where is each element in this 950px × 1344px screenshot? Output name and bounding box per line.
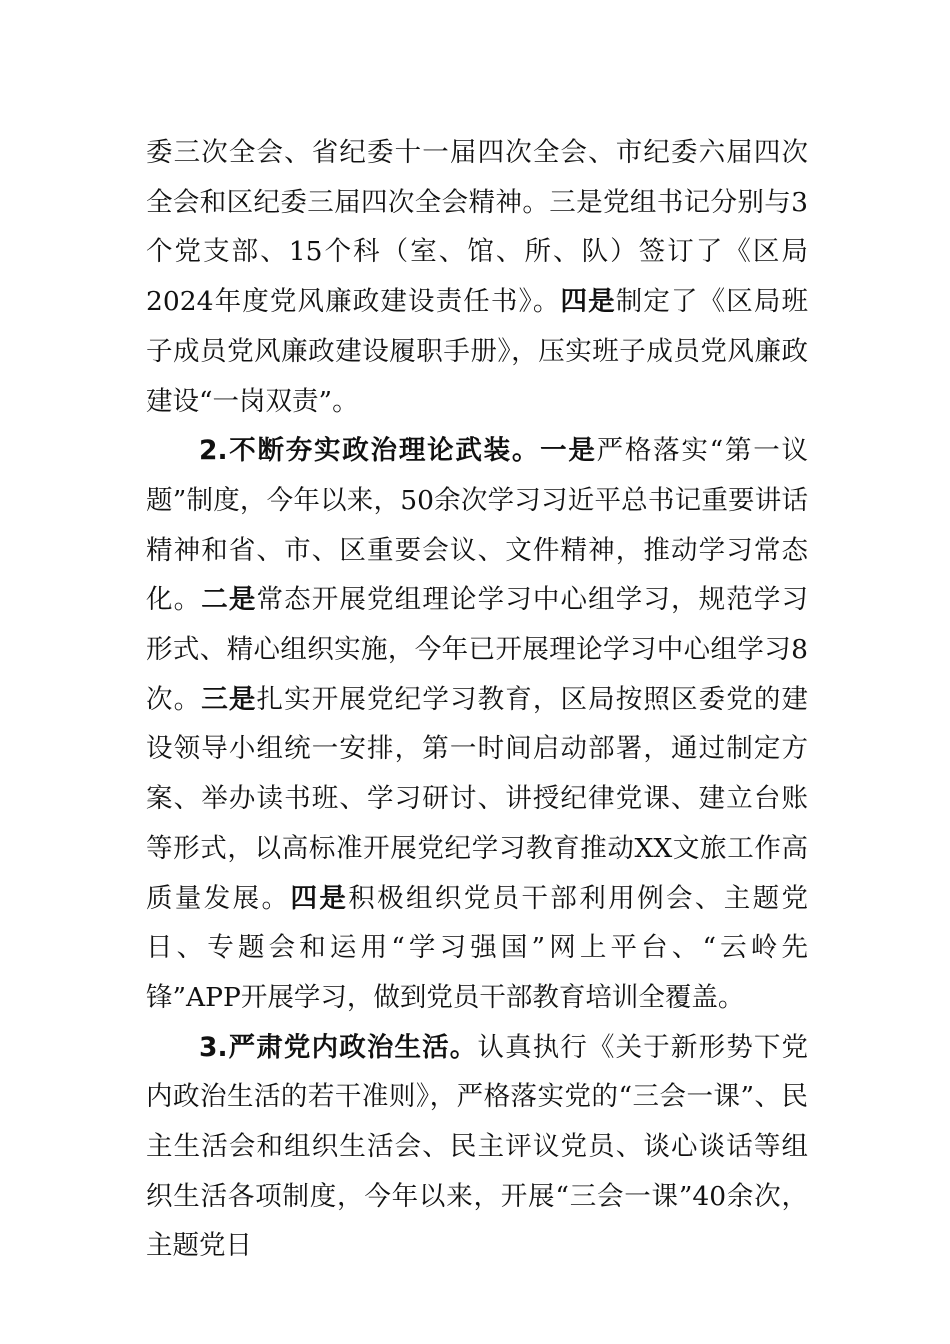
- bold-run: 四是: [290, 882, 349, 914]
- text-run: 严格落实“第一议题”制度，今年以来，50余次学习习近平总书记重要讲话精神和省、市、区重要会议、文件精神，推动学习常态化。: [146, 435, 808, 616]
- paragraph-2: [146, 426, 808, 1022]
- text-run: 积极组织党员干部利用例会、主题党日、专题会和运用“学习强国”网上平台、“云岭先锋”APP开展学习，做到党员干部教育培训全覆盖。: [146, 882, 809, 1013]
- bold-run: 三是: [201, 683, 257, 715]
- text-run: 扎实开展党纪学习教育，区局按照区委党的建设领导小组统一安排，第一时间启动部署，通过制定方案、举办读书班、学习研讨、讲授纪律党课、建立台账等形式，以高标准开展党纪学习教育推动XX文旅工作高质量发展。: [146, 683, 809, 914]
- bold-run: 四是: [560, 286, 616, 318]
- paragraph-3: [146, 1023, 808, 1272]
- text-run: 认真执行《关于新形势下党内政治生活的若干准则》，严格落实党的“三会一课”、民主生活会和组织生活会、民主评议党员、谈心谈话等组织生活各项制度，今年以来，开展“三会一课”40余次，主题党日: [146, 1031, 809, 1262]
- section-heading: 2.不断夯实政治理论武装。一是: [199, 435, 597, 467]
- text-run: 制定了《区局班子成员党风廉政建设履职手册》，压实班子成员党风廉政建设“一岗双责”。: [146, 286, 809, 417]
- bold-run: 二是: [201, 584, 257, 616]
- text-run: 常态开展党组理论学习中心组学习，规范学习形式、精心组织实施，今年已开展理论学习中心组学习8次。: [146, 584, 809, 715]
- document-body: [146, 128, 808, 1271]
- section-heading: 3.严肃党内政治生活。: [199, 1031, 478, 1063]
- paragraph-1: [146, 128, 808, 426]
- text-run: 委三次全会、省纪委十一届四次全会、市纪委六届四次全会和区纪委三届四次全会精神。三是党组书记分别与3个党支部、15个科（室、馆、所、队）签订了《区局2024年度党风廉政建设责任书》。: [146, 137, 808, 318]
